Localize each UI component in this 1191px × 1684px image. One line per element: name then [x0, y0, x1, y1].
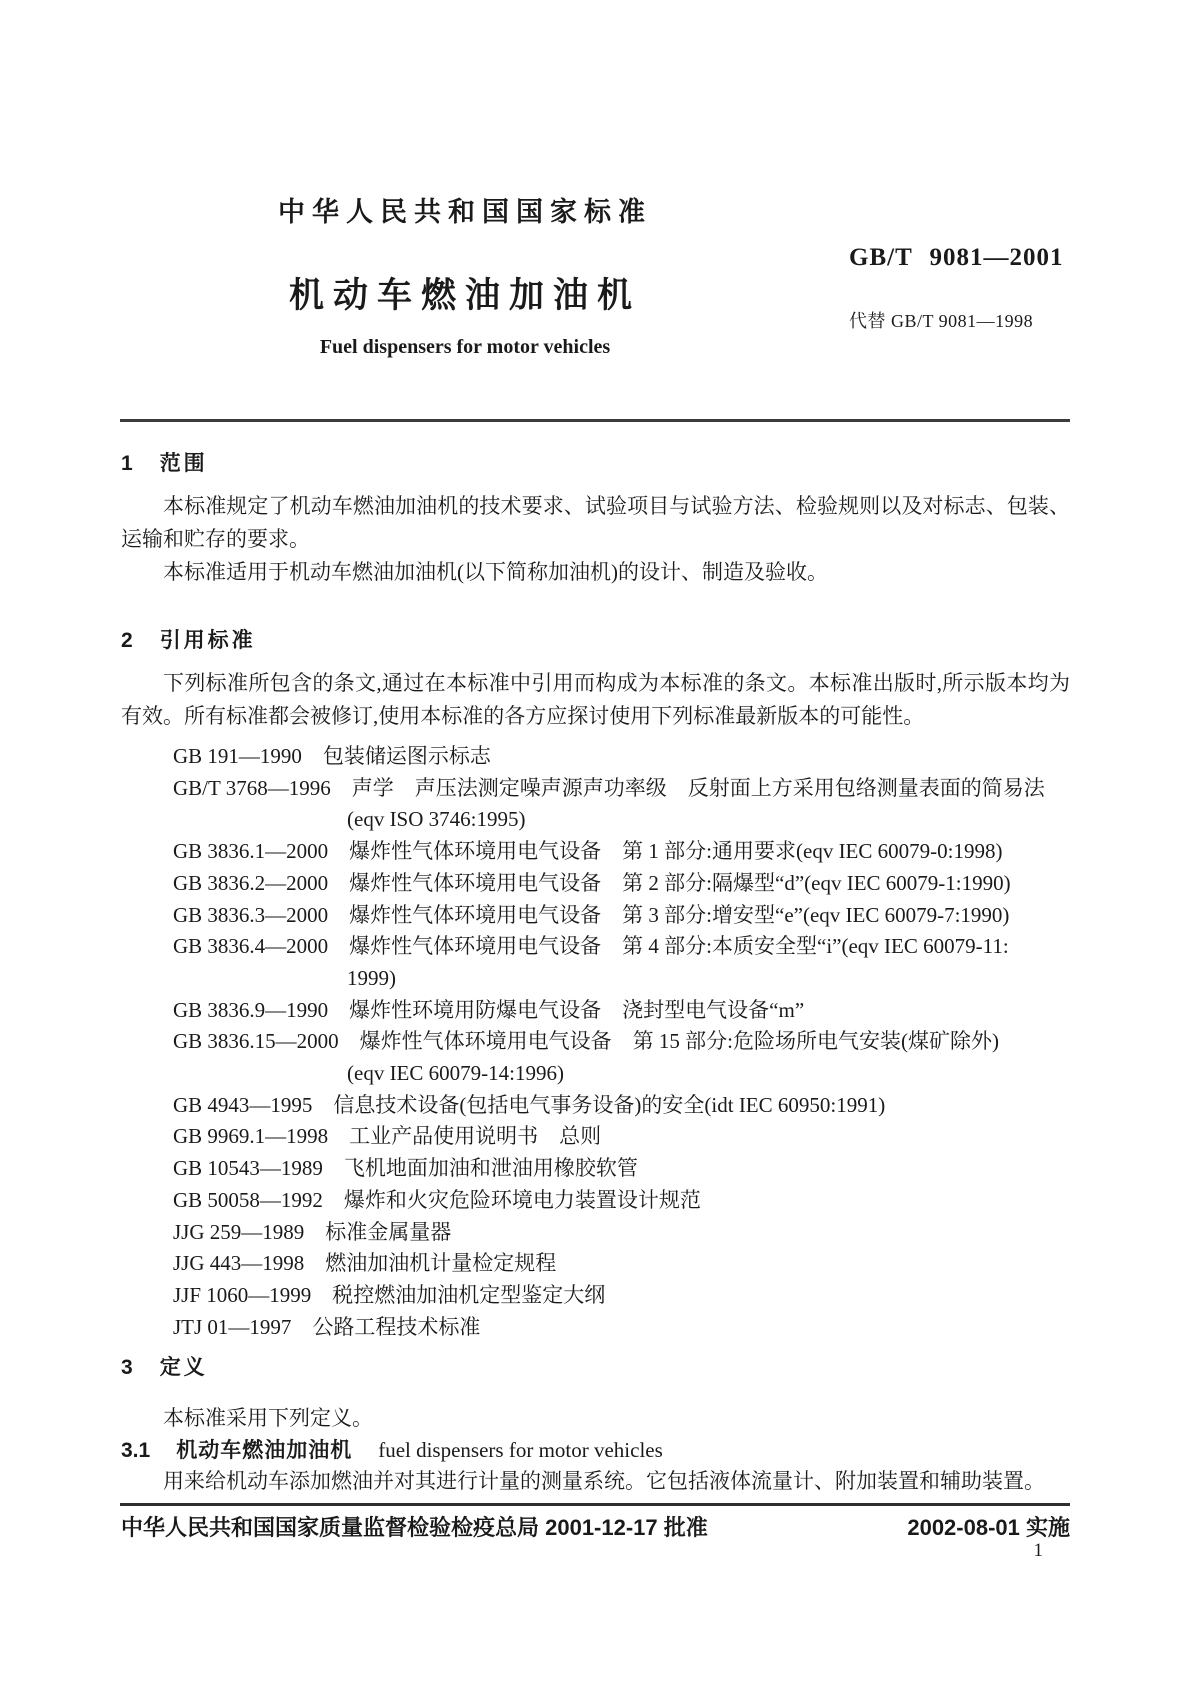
- section-2-heading: [121, 628, 1070, 653]
- reference-item: GB 191—1990 包装储运图示标志: [173, 744, 491, 768]
- clause-3-1-term: 机动车燃油加油机: [176, 1439, 353, 1463]
- reference-item: GB 3836.1—2000 爆炸性气体环境用电气设备 第 1 部分:通用要求(eqv IEC 60079-0:1998): [173, 839, 1003, 864]
- national-standard-banner: 中华人民共和国国家标准: [278, 197, 652, 227]
- document-title: 机动车燃油加油机: [288, 276, 641, 315]
- scope-paragraph-2: 本标准适用于机动车燃油加油机(以下简称加油机)的设计、制造及验收。: [163, 560, 828, 584]
- reference-item: GB 3836.9—1990 爆炸性环境用防爆电气设备 浇封型电气设备“m”: [173, 997, 805, 1022]
- reference-item: GB 3836.3—2000 爆炸性气体环境用电气设备 第 3 部分:增安型“e”(eqv IEC 60079-7:1990): [173, 902, 1010, 927]
- document-title-english: Fuel dispensers for motor vehicles: [319, 336, 611, 358]
- reference-item: JJG 443—1998 燃油加油机计量检定规程: [173, 1251, 557, 1276]
- section-1-heading: [121, 451, 1070, 476]
- implementation-note: 2002-08-01 实施: [907, 1515, 1070, 1540]
- section-1-number: 1: [121, 452, 133, 475]
- reference-list: [121, 741, 1070, 1343]
- standard-number: GB/T 9081—2001: [849, 244, 1064, 271]
- reference-item: GB 3836.15—2000 爆炸性气体环境用电气设备 第 15 部分:危险场所电气安装(煤矿除外): [173, 1029, 999, 1054]
- reference-item-continuation: (eqv IEC 60079-14:1996): [347, 1061, 564, 1086]
- section-3-number: 3: [121, 1356, 133, 1380]
- section-2-number: 2: [121, 629, 133, 652]
- reference-item: GB 3836.4—2000 爆炸性气体环境用电气设备 第 4 部分:本质安全型“i”(eqv IEC 60079-11:: [173, 934, 1009, 959]
- reference-item: GB 4943—1995 信息技术设备(包括电气事务设备)的安全(idt IEC 60950:1991): [173, 1092, 886, 1117]
- scope-paragraph-1: 本标准规定了机动车燃油加油机的技术要求、试验项目与试验方法、检验规则以及对标志、包装、运输和贮存的要求。: [121, 494, 1070, 551]
- definitions-intro: 本标准采用下列定义。: [163, 1406, 373, 1431]
- clause-3-1-heading: [121, 1435, 1070, 1466]
- section-3-heading: [121, 1355, 1070, 1380]
- reference-item: GB/T 3768—1996 声学 声压法测定噪声源声功率级 反射面上方采用包络测量表面的简易法: [173, 775, 1045, 800]
- section-2-title: 引用标准: [159, 629, 256, 652]
- reference-item: JTJ 01—1997 公路工程技术标准: [173, 1314, 481, 1339]
- section-3-title: 定义: [159, 1356, 208, 1380]
- page-number: 1: [1033, 1540, 1043, 1561]
- clause-3-1-body: 用来给机动车添加燃油并对其进行计量的测量系统。它包括液体流量计、附加装置和辅助装置。: [163, 1469, 1045, 1494]
- reference-item: GB 3836.2—2000 爆炸性气体环境用电气设备 第 2 部分:隔爆型“d”(eqv IEC 60079-1:1990): [173, 870, 1011, 895]
- footer-divider: [120, 1503, 1070, 1506]
- reference-item: GB 10543—1989 飞机地面加油和泄油用橡胶软管: [173, 1156, 638, 1181]
- reference-item: GB 9969.1—1998 工业产品使用说明书 总则: [173, 1124, 602, 1149]
- references-intro: 下列标准所包含的条文,通过在本标准中引用而构成为本标准的条文。本标准出版时,所示版本均为有效。所有标准都会被修订,使用本标准的各方应探讨使用下列标准最新版本的可能性。: [121, 671, 1070, 728]
- reference-item-continuation: 1999): [347, 965, 396, 990]
- reference-item: JJG 259—1989 标准金属量器: [173, 1219, 452, 1244]
- clause-3-1-term-english: fuel dispensers for motor vehicles: [378, 1438, 663, 1463]
- reference-item: GB 50058—1992 爆炸和火灾危险环境电力装置设计规范: [173, 1187, 701, 1212]
- section-1-title: 范围: [159, 452, 208, 475]
- clause-3-1-number: 3.1: [121, 1439, 151, 1463]
- reference-item-continuation: (eqv ISO 3746:1995): [347, 807, 526, 832]
- document-body: [121, 422, 1070, 1497]
- approval-note: 中华人民共和国国家质量监督检验检疫总局 2001-12-17 批准: [121, 1515, 708, 1540]
- footer-row: [0, 1513, 1191, 1543]
- supersedes-note: 代替 GB/T 9081—1998: [849, 311, 1034, 331]
- reference-item: JJF 1060—1999 税控燃油加油机定型鉴定大纲: [173, 1282, 606, 1307]
